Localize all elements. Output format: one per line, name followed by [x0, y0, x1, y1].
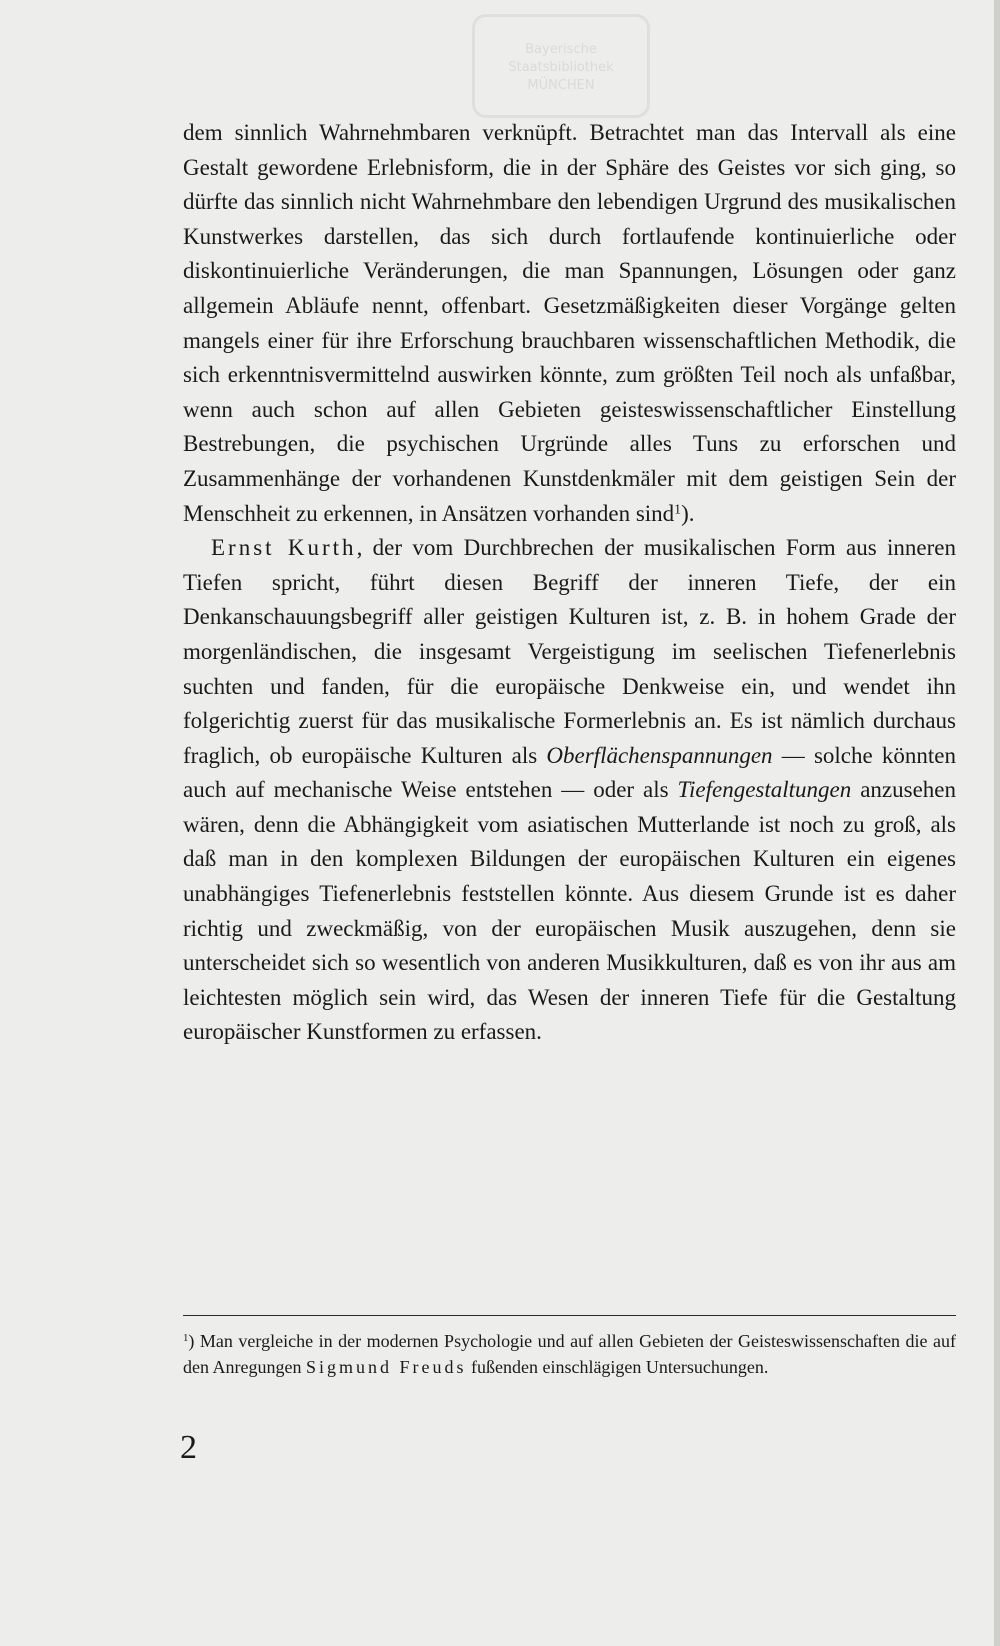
body-text	[183, 116, 956, 1050]
footnote-name: Sigmund Freuds	[305, 1357, 467, 1377]
stamp-line: Bayerische	[525, 42, 597, 57]
library-stamp-watermark	[472, 14, 650, 118]
paragraph-2-part-1: , der vom Durchbrechen der musikalischen Form aus inneren Tiefen spricht, führt diesen Begriff der inneren Tiefe, der ein Denkanschauungsbegriff aller geistigen Kulturen ist, z. B. in hohem Grade der morgenländischen, die insgesamt Vergeistigung im seelischen Tiefenerlebnis suchten und fanden, für die europäische Denkweise ein, und wendet ihn folgerichtig zuerst für das musikalische Formerlebnis an. Es ist nämlich durchaus fraglich, ob europäische Kulturen als	[183, 535, 956, 768]
italic-term-2: Tiefengestaltungen	[677, 777, 852, 803]
stamp-line: MÜNCHEN	[527, 78, 595, 93]
page-number: 2	[180, 1429, 197, 1466]
footnote-divider	[183, 1315, 956, 1316]
paragraph-1-closing: ).	[681, 500, 695, 526]
author-name: Ernst Kurth	[211, 535, 357, 561]
paragraph-2	[183, 531, 956, 1050]
footnote	[183, 1328, 956, 1380]
footnote-bracket: )	[188, 1331, 195, 1351]
stamp-line: Staatsbibliothek	[508, 60, 614, 75]
footnote-text-before: Man vergleiche in der modernen Psychologie und auf allen Gebieten der Geisteswissenschaften die auf den Anregungen	[183, 1331, 956, 1377]
footnote-text-after: fußenden einschlägigen Untersuchungen.	[466, 1357, 769, 1377]
footnote-reference: 1	[674, 500, 682, 516]
italic-term-1: Oberflächenspannungen	[546, 742, 773, 768]
page-edge	[994, 0, 1000, 1646]
paragraph-2-part-3: anzusehen wären, denn die Abhängigkeit vom asiatischen Mutterlande ist noch zu groß, als daß man in den komplexen Bildungen der europäischen Kulturen ein eigenes unabhängiges Tiefenerlebnis feststellen könnte. Aus diesem Grunde ist es daher richtig und zweckmäßig, von der europäischen Musik auszugehen, denn sie unterscheidet sich so wesentlich von anderen Musikkulturen, daß es von ihr aus am leichtesten möglich sein wird, das Wesen der inneren Tiefe für die Gestaltung europäischer Kunstformen zu erfassen.	[183, 777, 956, 1045]
paragraph-1	[183, 116, 956, 531]
paragraph-2-part-2: — solche könnten auch auf mechanische Weise entstehen — oder als	[183, 742, 956, 803]
paragraph-1-text: dem sinnlich Wahrnehmbaren verknüpft. Betrachtet man das Intervall als eine Gestalt gewordene Erlebnisform, die in der Sphäre des Geistes vor sich ging, so dürfte das sinnlich nicht Wahrnehmbare den lebendigen Urgrund des musikalischen Kunstwerkes darstellen, das sich durch fortlaufende kontinuierliche oder diskontinuierliche Veränderungen, die man Spannungen, Lösungen oder ganz allgemein Abläufe nennt, offenbart. Gesetzmäßigkeiten dieser Vorgänge gelten mangels einer für ihre Erforschung brauchbaren wissenschaftlichen Methodik, die sich erkenntnisvermittelnd auswirken könnte, zum größten Teil noch als unfaßbar, wenn auch schon auf allen Gebieten geisteswissenschaftlicher Einstellung Bestrebungen, die psychischen Urgründe alles Tuns zu erforschen und Zusammenhänge der vorhandenen Kunstdenkmäler mit dem geistigen Sein der Menschheit zu erkennen, in Ansätzen vorhanden sind	[183, 120, 956, 526]
footnote-marker: 1	[183, 1332, 189, 1345]
